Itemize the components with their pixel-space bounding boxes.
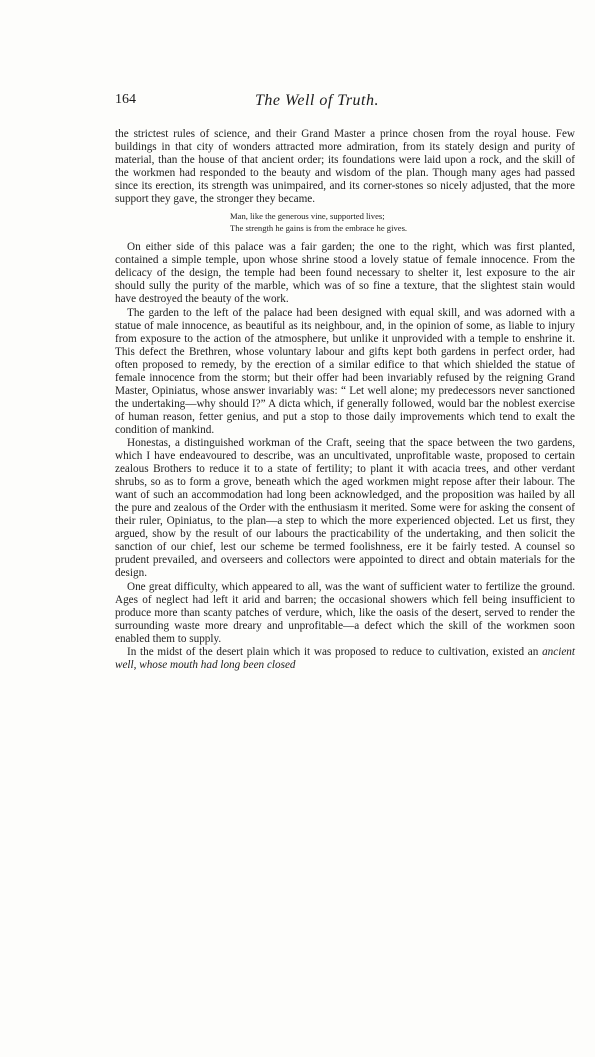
running-head	[115, 92, 573, 112]
verse-quotation	[230, 210, 575, 234]
paragraph-6-text: In the midst of the desert plain which it was proposed to reduce to cultivation, existed an	[127, 645, 543, 658]
paragraph-6-italic: ancient well, whose mouth had long been closed	[115, 645, 575, 671]
page-number: 164	[115, 92, 136, 107]
body-text	[115, 128, 575, 672]
running-title: The Well of Truth.	[255, 92, 379, 109]
verse-line-1: Man, like the generous vine, supported lives;	[230, 211, 385, 222]
paragraph-3: The garden to the left of the palace had been designed with equal skill, and was adorned with a statue of male innocence, as beautiful as its neighbour, and, in the opinion of some, as liable to injury from exposure to the action of the atmosphere, but unlike it unprovided with a temple to enshrine it. This defect the Brethren, whose voluntary labour and gifts kept both gardens in perfect order, had often proposed to remedy, by the erection of a similar edifice to that which shielded the statue of female innocence from the storm; but their offer had been invariably refused by the reigning Grand Master, Opiniatus, whose answer invariably was: “ Let well alone; my predecessors never sanctioned the undertaking—why should I?” A dicta which, if generally followed, would bar the noblest exercise of human reason, fetter genius, and put a stop to those daily improvements which tend to exalt the condition of mankind.	[115, 306, 575, 436]
paragraph-6	[115, 646, 575, 672]
paragraph-4: Honestas, a distinguished workman of the Craft, seeing that the space between the two gardens, which I have endeavoured to describe, was an uncultivated, unprofitable waste, proposed to certain zealous Brothers to reduce it to a state of fertility; to plant it with acacia trees, and other verdant shrubs, so as to form a grove, beneath which the aged workmen might repose after their labour. The want of such an accommodation had long been acknowledged, and the proposition was hailed by all the pure and zealous of the Order with the enthusiasm it merited. Some were for asking the consent of their ruler, Opiniatus, to the plan—a step to which the more experienced objected. Let us first, they argued, show by the result of our labours the practicability of the undertaking, and then solicit the sanction of our chief, lest our scheme be termed foolishness, ere it be fairly tested. A counsel so prudent prevailed, and overseers and collectors were appointed to direct and obtain materials for the design.	[115, 436, 575, 580]
paragraph-2: On either side of this palace was a fair garden; the one to the right, which was first planted, contained a simple temple, upon whose shrine stood a lovely statue of female innocence. From the delicacy of the design, the temple had been found necessary to shelter it, lest exposure to the air should sully the purity of the marble, which was of so fine a texture, that the slightest stain would have destroyed the beauty of the work.	[115, 241, 575, 306]
paragraph-1: the strictest rules of science, and their Grand Master a prince chosen from the royal house. Few buildings in that city of wonders attracted more admiration, from its stately design and purity of material, than the house of that ancient order; its foundations were laid upon a rock, and the skill of the workmen had responded to the beauty and wisdom of the plan. Though many ages had passed since its erection, its strength was unimpaired, and its corner-stones so nicely adjusted, that the more support they gave, the stronger they became.	[115, 128, 575, 206]
paragraph-5: One great difficulty, which appeared to all, was the want of sufficient water to fertilize the ground. Ages of neglect had left it arid and barren; the occasional showers which fell being insufficient to produce more than scanty patches of verdure, which, like the oasis of the desert, served to render the surrounding waste more dreary and unprofitable—a defect which the skill of the workmen soon enabled them to supply.	[115, 580, 575, 645]
verse-line-2: The strength he gains is from the embrace he gives.	[230, 223, 408, 234]
